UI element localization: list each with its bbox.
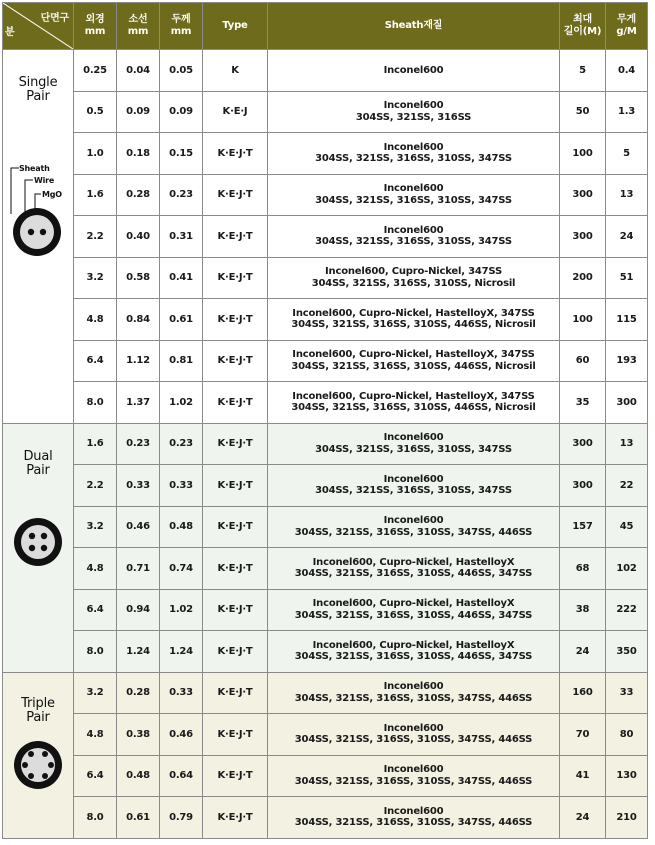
outer-diameter-cell: 6.4 — [74, 755, 117, 797]
wire-diameter-cell: 0.28 — [117, 672, 160, 714]
header-thickness: 두께 mm — [160, 3, 203, 50]
outer-diameter-cell: 1.6 — [74, 423, 117, 465]
weight-cell: 22 — [606, 465, 648, 507]
triple-pair-group-label: Triple Pair — [21, 695, 55, 725]
thickness-cell: 0.05 — [160, 50, 203, 92]
sheath-material-cell — [268, 506, 560, 548]
thickness-cell: 0.23 — [160, 174, 203, 216]
sheath-material-line: Inconel600 — [383, 764, 444, 776]
triple-pair-row — [3, 672, 648, 714]
sheath-material-line: Inconel600 — [383, 722, 444, 734]
max-length-cell: 60 — [560, 340, 606, 382]
thickness-cell: 0.79 — [160, 797, 203, 839]
outer-diameter-cell: 0.5 — [74, 91, 117, 133]
thickness-cell: 1.24 — [160, 631, 203, 673]
sheath-material-cell — [268, 714, 560, 756]
type-cell: K·E·J·T — [203, 714, 268, 756]
sheath-material-line: Inconel600, Cupro-Nickel, HastelloyX — [312, 639, 515, 651]
type-cell: K·E·J·T — [203, 589, 268, 631]
type-cell: K — [203, 50, 268, 92]
single-pair-group-label: Single Pair — [18, 75, 58, 104]
sheath-material-cell — [268, 50, 560, 92]
weight-cell: 24 — [606, 216, 648, 258]
single-pair-row — [3, 174, 648, 216]
thickness-cell: 0.33 — [160, 672, 203, 714]
max-length-cell: 24 — [560, 797, 606, 839]
weight-cell: 5 — [606, 133, 648, 175]
max-length-cell: 50 — [560, 91, 606, 133]
wire-diameter-cell: 0.04 — [117, 50, 160, 92]
type-cell: K·E·J·T — [203, 340, 268, 382]
thickness-cell: 1.02 — [160, 589, 203, 631]
sheath-material-line: 304SS, 321SS, 316SS, 310SS, 347SS — [315, 485, 512, 497]
single-pair-row — [3, 133, 648, 175]
outer-diameter-cell: 8.0 — [74, 631, 117, 673]
outer-diameter-cell: 4.8 — [74, 548, 117, 590]
sheath-material-cell — [268, 340, 560, 382]
triple-pair-row — [3, 714, 648, 756]
triple-pair-row — [3, 797, 648, 839]
sheath-material-line: Inconel600, Cupro-Nickel, HastelloyX, 347SS — [292, 307, 535, 319]
type-cell: K·E·J·T — [203, 672, 268, 714]
type-cell: K·E·J·T — [203, 257, 268, 299]
sheath-material-line: Inconel600 — [383, 183, 444, 195]
dual-pair-group-cell — [3, 423, 74, 672]
sheath-material-line: Inconel600, Cupro-Nickel, HastelloyX, 347SS — [292, 390, 535, 402]
sheath-material-cell — [268, 423, 560, 465]
dual-pair-row — [3, 631, 648, 673]
header-weight: 무게 g/M — [606, 3, 648, 50]
thickness-cell: 0.64 — [160, 755, 203, 797]
type-cell: K·E·J·T — [203, 506, 268, 548]
type-cell: K·E·J·T — [203, 423, 268, 465]
type-cell: K·E·J — [203, 91, 268, 133]
thickness-cell: 0.23 — [160, 423, 203, 465]
weight-cell: 45 — [606, 506, 648, 548]
header-sheath-material: Sheath재질 — [268, 3, 560, 50]
single-pair-group-cell — [3, 50, 74, 424]
single-pair-row — [3, 257, 648, 299]
outer-diameter-cell: 2.2 — [74, 465, 117, 507]
wire-diameter-cell: 0.71 — [117, 548, 160, 590]
outer-diameter-cell: 3.2 — [74, 672, 117, 714]
sheath-material-cell — [268, 631, 560, 673]
outer-diameter-cell: 6.4 — [74, 589, 117, 631]
sheath-material-cell — [268, 382, 560, 424]
wire-diameter-cell: 1.37 — [117, 382, 160, 424]
outer-diameter-cell: 8.0 — [74, 797, 117, 839]
wire-diameter-cell: 0.38 — [117, 714, 160, 756]
sheath-material-line: Inconel600 — [383, 515, 444, 527]
sheath-material-cell — [268, 174, 560, 216]
wire-diameter-cell: 0.46 — [117, 506, 160, 548]
dual-pair-row — [3, 548, 648, 590]
dual-pair-row — [3, 506, 648, 548]
type-cell: K·E·J·T — [203, 133, 268, 175]
sheath-material-line: Inconel600, Cupro-Nickel, HastelloyX, 347SS — [292, 349, 535, 361]
header-max-length: 최대 길이(M) — [560, 3, 606, 50]
triple-pair-row — [3, 755, 648, 797]
max-length-cell: 100 — [560, 299, 606, 341]
single-pair-row — [3, 91, 648, 133]
thickness-cell: 0.81 — [160, 340, 203, 382]
wire-diameter-cell: 0.40 — [117, 216, 160, 258]
triple-pair-cross-section-icon — [3, 735, 73, 795]
outer-diameter-cell: 3.2 — [74, 257, 117, 299]
sheath-material-cell — [268, 755, 560, 797]
sheath-material-line: 304SS, 321SS, 316SS, 310SS, 347SS — [315, 194, 512, 206]
wire-diameter-cell: 0.18 — [117, 133, 160, 175]
legend-sheath-label: Sheath — [19, 164, 50, 173]
thickness-cell: 0.74 — [160, 548, 203, 590]
sheath-material-line: Inconel600 — [383, 805, 444, 817]
sheath-material-cell — [268, 257, 560, 299]
dual-pair-row — [3, 589, 648, 631]
sheath-material-cell — [268, 91, 560, 133]
wire-diameter-cell: 0.94 — [117, 589, 160, 631]
thickness-cell: 1.02 — [160, 382, 203, 424]
sheath-material-cell — [268, 299, 560, 341]
wire-diameter-cell: 0.23 — [117, 423, 160, 465]
sheath-material-line: 304SS, 321SS, 316SS, 310SS, 446SS, 347SS — [294, 568, 533, 580]
sheath-material-cell — [268, 216, 560, 258]
type-cell: K·E·J·T — [203, 548, 268, 590]
sheath-material-cell — [268, 465, 560, 507]
thickness-cell: 0.61 — [160, 299, 203, 341]
header-corner-cell — [3, 3, 74, 50]
header-row — [3, 3, 648, 50]
weight-cell: 33 — [606, 672, 648, 714]
sheath-material-line: 304SS, 321SS, 316SS, 310SS, 347SS, 446SS — [294, 775, 533, 787]
weight-cell: 130 — [606, 755, 648, 797]
thickness-cell: 0.31 — [160, 216, 203, 258]
dual-pair-row — [3, 423, 648, 465]
sheath-material-line: Inconel600 — [383, 432, 444, 444]
weight-cell: 51 — [606, 257, 648, 299]
header-type: Type — [203, 3, 268, 50]
thickness-cell: 0.09 — [160, 91, 203, 133]
single-pair-legend — [3, 164, 73, 260]
max-length-cell: 200 — [560, 257, 606, 299]
dual-pair-group-label: Dual Pair — [23, 448, 53, 478]
wire-diameter-cell: 0.84 — [117, 299, 160, 341]
single-pair-row — [3, 382, 648, 424]
max-length-cell: 24 — [560, 631, 606, 673]
sheath-material-line: 304SS, 321SS, 316SS, 310SS, 446SS, 347SS — [294, 651, 533, 663]
weight-cell: 13 — [606, 174, 648, 216]
max-length-cell: 68 — [560, 548, 606, 590]
outer-diameter-cell: 6.4 — [74, 340, 117, 382]
sheath-material-line: 304SS, 321SS, 316SS, 310SS, 446SS, Nicrosil — [291, 360, 536, 372]
sheath-material-line: Inconel600 — [383, 681, 444, 693]
sheath-material-line: 304SS, 321SS, 316SS, 310SS, 446SS, 347SS — [294, 609, 533, 621]
sheath-material-line: 304SS, 321SS, 316SS, 310SS, 446SS, Nicrosil — [291, 402, 536, 414]
outer-diameter-cell: 0.25 — [74, 50, 117, 92]
outer-diameter-cell: 1.0 — [74, 133, 117, 175]
header-cross-section: 단면구 — [40, 13, 69, 24]
dual-pair-cross-section-icon — [3, 512, 73, 572]
max-length-cell: 35 — [560, 382, 606, 424]
header-wire-diameter: 소선 mm — [117, 3, 160, 50]
sheath-material-line: Inconel600 — [383, 224, 444, 236]
dual-pair-row — [3, 465, 648, 507]
thickness-cell: 0.15 — [160, 133, 203, 175]
wire-diameter-cell: 0.58 — [117, 257, 160, 299]
type-cell: K·E·J·T — [203, 174, 268, 216]
max-length-cell: 160 — [560, 672, 606, 714]
wire-diameter-cell: 1.12 — [117, 340, 160, 382]
diagonal-divider-icon — [3, 3, 73, 49]
wire-diameter-cell: 0.33 — [117, 465, 160, 507]
spec-table-wrapper — [2, 2, 648, 839]
sheath-material-cell — [268, 589, 560, 631]
thickness-cell: 0.48 — [160, 506, 203, 548]
type-cell: K·E·J·T — [203, 755, 268, 797]
max-length-cell: 38 — [560, 589, 606, 631]
sheath-material-cell — [268, 548, 560, 590]
type-cell: K·E·J·T — [203, 382, 268, 424]
weight-cell: 80 — [606, 714, 648, 756]
thermocouple-spec-table — [2, 2, 648, 839]
weight-cell: 350 — [606, 631, 648, 673]
wire-diameter-cell: 0.61 — [117, 797, 160, 839]
weight-cell: 1.3 — [606, 91, 648, 133]
sheath-material-line: Inconel600, Cupro-Nickel, 347SS — [325, 266, 502, 278]
thickness-cell: 0.46 — [160, 714, 203, 756]
sheath-material-line: 304SS, 321SS, 316SS, 310SS, 347SS, 446SS — [294, 526, 533, 538]
legend-mgo-label: MgO — [42, 190, 62, 199]
max-length-cell: 100 — [560, 133, 606, 175]
type-cell: K·E·J·T — [203, 465, 268, 507]
sheath-material-line: Inconel600 — [383, 64, 444, 76]
thickness-cell: 0.33 — [160, 465, 203, 507]
wire-diameter-cell: 0.09 — [117, 91, 160, 133]
sheath-material-cell — [268, 672, 560, 714]
weight-cell: 13 — [606, 423, 648, 465]
sheath-material-line: Inconel600 — [383, 100, 444, 112]
sheath-material-line: 304SS, 321SS, 316SS, 310SS, 347SS — [315, 443, 512, 455]
header-category: 분 — [5, 27, 15, 38]
sheath-material-line: Inconel600 — [383, 141, 444, 153]
sheath-material-line: 304SS, 321SS, 316SS, 310SS, Nicrosil — [311, 277, 516, 289]
sheath-material-line: 304SS, 321SS, 316SS, 310SS, 347SS, 446SS — [294, 817, 533, 829]
weight-cell: 210 — [606, 797, 648, 839]
sheath-material-cell — [268, 797, 560, 839]
outer-diameter-cell: 4.8 — [74, 714, 117, 756]
sheath-material-line: 304SS, 321SS, 316SS — [355, 111, 472, 123]
sheath-material-line: 304SS, 321SS, 316SS, 310SS, 347SS, 446SS — [294, 692, 533, 704]
type-cell: K·E·J·T — [203, 299, 268, 341]
thickness-cell: 0.41 — [160, 257, 203, 299]
triple-pair-group-cell — [3, 672, 74, 838]
sheath-material-line: 304SS, 321SS, 316SS, 310SS, 347SS, 446SS — [294, 734, 533, 746]
weight-cell: 300 — [606, 382, 648, 424]
max-length-cell: 300 — [560, 465, 606, 507]
spec-table-body — [3, 50, 648, 839]
wire-diameter-cell: 0.48 — [117, 755, 160, 797]
weight-cell: 0.4 — [606, 50, 648, 92]
legend-wire-label: Wire — [34, 176, 55, 185]
wire-diameter-cell: 1.24 — [117, 631, 160, 673]
max-length-cell: 70 — [560, 714, 606, 756]
single-pair-row — [3, 216, 648, 258]
wire-diameter-cell: 0.28 — [117, 174, 160, 216]
single-pair-row — [3, 299, 648, 341]
max-length-cell: 300 — [560, 423, 606, 465]
weight-cell: 102 — [606, 548, 648, 590]
sheath-material-line: Inconel600, Cupro-Nickel, HastelloyX — [312, 598, 515, 610]
outer-diameter-cell: 1.6 — [74, 174, 117, 216]
sheath-material-cell — [268, 133, 560, 175]
max-length-cell: 41 — [560, 755, 606, 797]
max-length-cell: 5 — [560, 50, 606, 92]
outer-diameter-cell: 4.8 — [74, 299, 117, 341]
sheath-material-line: Inconel600 — [383, 473, 444, 485]
sheath-material-line: 304SS, 321SS, 316SS, 310SS, 347SS — [315, 153, 512, 165]
sheath-material-line: 304SS, 321SS, 316SS, 310SS, 446SS, Nicrosil — [291, 319, 536, 331]
single-pair-row — [3, 340, 648, 382]
weight-cell: 222 — [606, 589, 648, 631]
weight-cell: 115 — [606, 299, 648, 341]
outer-diameter-cell: 3.2 — [74, 506, 117, 548]
max-length-cell: 300 — [560, 216, 606, 258]
outer-diameter-cell: 8.0 — [74, 382, 117, 424]
weight-cell: 193 — [606, 340, 648, 382]
sheath-material-line: Inconel600, Cupro-Nickel, HastelloyX — [312, 556, 515, 568]
single-pair-row — [3, 50, 648, 92]
type-cell: K·E·J·T — [203, 631, 268, 673]
type-cell: K·E·J·T — [203, 216, 268, 258]
type-cell: K·E·J·T — [203, 797, 268, 839]
header-outer-diameter: 외경 mm — [74, 3, 117, 50]
outer-diameter-cell: 2.2 — [74, 216, 117, 258]
max-length-cell: 300 — [560, 174, 606, 216]
max-length-cell: 157 — [560, 506, 606, 548]
sheath-material-line: 304SS, 321SS, 316SS, 310SS, 347SS — [315, 236, 512, 248]
